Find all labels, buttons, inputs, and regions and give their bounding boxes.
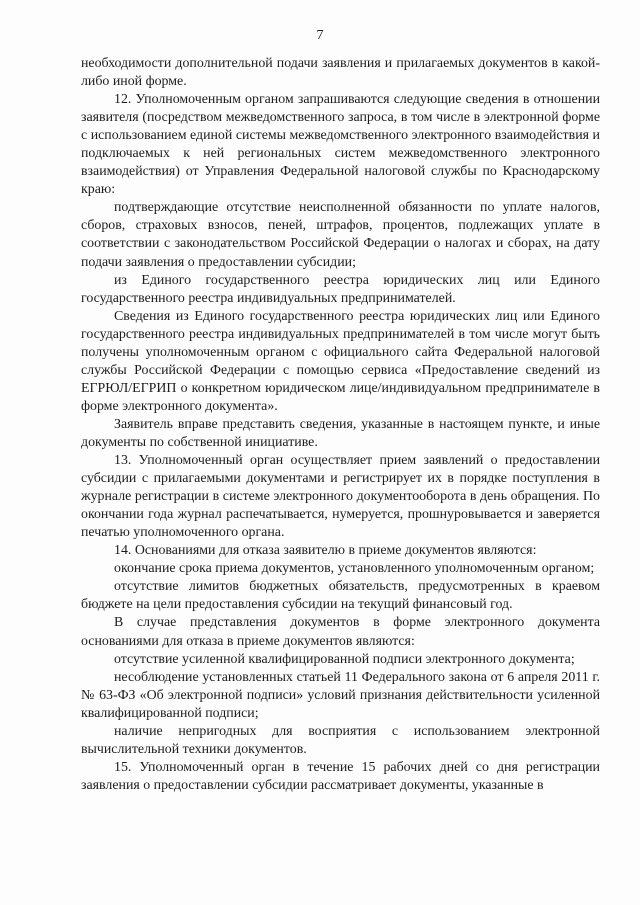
paragraph-no-signature: отсутствие усиленной квалифицированной подписи электронного документа; bbox=[114, 651, 575, 667]
paragraph-no-limits: отсутствие лимитов бюджетных обязательств, предусмотренных в краевом бюджете на цели предоставления субсидии на текущий финансовый год. bbox=[81, 579, 600, 613]
paragraph-electronic-grounds: В случае представления документов в форме электронного документа основаниями для отказа в приеме документов являются: bbox=[81, 615, 600, 649]
paragraph-registry-details: Сведения из Единого государственного реестра юридических лиц или Единого государственного реестра индивидуальных предпринимателей в том числе могут быть получены уполномоченным органом с официального сайта Федеральной налоговой службы Российской Федерации с помощью сервиса «Предоставление сведений из ЕГРЮЛ/ЕГРИП о конкретном юридическом лице/индивидуальном предпринимателе в форме электронного документа». bbox=[81, 308, 600, 414]
document-body bbox=[81, 55, 600, 795]
paragraph-signature-validity: несоблюдение установленных статьей 11 Федерального закона от 6 апреля 2011 г. № 63-ФЗ «Об электронной подписи» условий признания действительности усиленной квалифицированной подписи; bbox=[81, 669, 600, 721]
paragraph-item-14: 14. Основаниями для отказа заявителю в приеме документов являются: bbox=[114, 543, 537, 559]
paragraph-item-13: 13. Уполномоченный орган осуществляет прием заявлений о предоставлении субсидии с прилагаемыми документами и регистрирует их в порядке поступления в журнале регистрации в системе электронного документооборота в день обращения. По окончании года журнал распечатывается, нумеруется, прошнуровывается и заверяется печатью уполномоченного органа. bbox=[81, 453, 600, 541]
page-number: 7 bbox=[316, 28, 324, 43]
paragraph-item-12: 12. Уполномоченным органом запрашиваются следующие сведения в отношении заявителя (посредством межведомственного запроса, в том числе в электронной форме с использованием единой системы межведомственного электронного взаимодействия и подключаемых к ней региональных систем межведомственного электронного взаимодействия) от Управления Федеральной налоговой службы по Краснодарскому краю: bbox=[81, 92, 600, 198]
paragraph-unreadable-documents: наличие непригодных для восприятия с использованием электронной вычислительной техники документов. bbox=[81, 723, 600, 757]
paragraph-deadline-end: окончание срока приема документов, установленного уполномоченным органом; bbox=[114, 561, 595, 577]
paragraph-tax-obligations: подтверждающие отсутствие неисполненной обязанности по уплате налогов, сборов, страховых взносов, пеней, штрафов, процентов, подлежащих уплате в соответствии с законодательством Российской Федерации о налогах и сборах, на дату подачи заявления о предоставлении субсидии; bbox=[81, 200, 600, 270]
paragraph-continuation: необходимости дополнительной подачи заявления и прилагаемых документов в какой-либо иной форме. bbox=[81, 56, 600, 90]
paragraph-registry: из Единого государственного реестра юридических лиц или Единого государственного реестра индивидуальных предпринимателей. bbox=[81, 272, 600, 306]
paragraph-applicant-right: Заявитель вправе представить сведения, указанные в настоящем пункте, и иные документы по собственной инициативе. bbox=[81, 416, 600, 450]
paragraph-item-15: 15. Уполномоченный орган в течение 15 рабочих дней со дня регистрации заявления о предоставлении субсидии рассматривает документы, указанные в bbox=[81, 759, 600, 793]
